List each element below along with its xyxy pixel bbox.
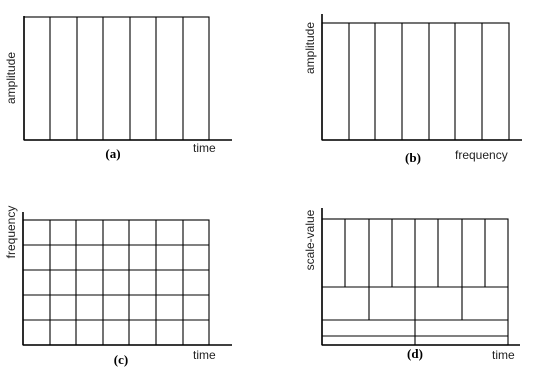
panel-b-tile-box (322, 23, 509, 140)
panel-a (4, 16, 232, 161)
panel-d-ylabel: scale-value (303, 209, 317, 271)
panel-d (303, 208, 520, 362)
panel-a-tile-box (24, 17, 209, 140)
panel-b-ylabel: amplitude (303, 21, 317, 75)
panel-c-ylabel: frequency (4, 205, 18, 259)
panel-d-caption: (d) (407, 346, 423, 361)
panel-c-xlabel: time (193, 348, 216, 362)
panel-c-tile-box (23, 220, 209, 345)
panel-c-caption: (c) (113, 352, 129, 367)
panel-b-xlabel: frequency (455, 148, 508, 162)
panel-b (303, 14, 522, 165)
panel-a-xlabel: time (193, 141, 216, 155)
panel-d-xlabel: time (492, 348, 515, 362)
panel-c (4, 206, 232, 367)
panel-a-caption: (a) (105, 146, 121, 161)
panel-a-ylabel: amplitude (4, 51, 18, 105)
panel-b-caption: (b) (405, 150, 421, 165)
